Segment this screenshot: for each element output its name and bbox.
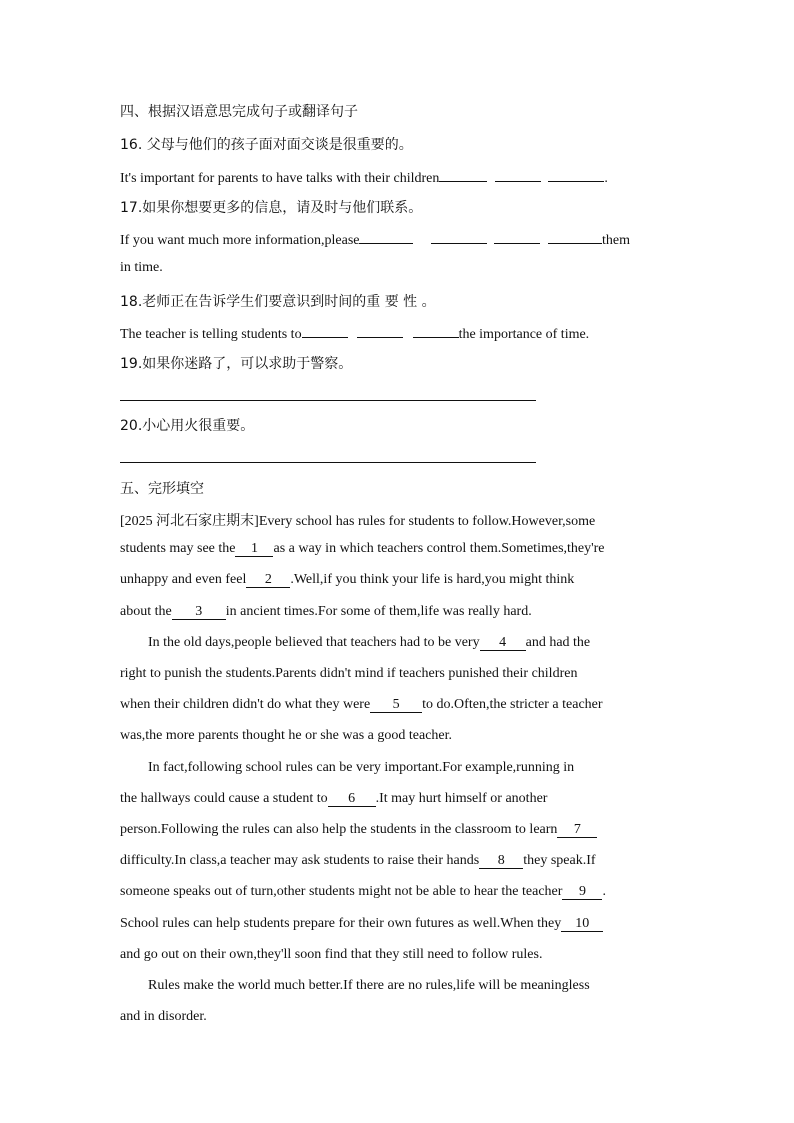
passage-line bbox=[148, 635, 590, 651]
passage-text: and in disorder. bbox=[120, 1009, 207, 1024]
q17-text: If you want much more information,please bbox=[120, 233, 360, 248]
passage-text: unhappy and even feel bbox=[120, 572, 247, 587]
q18-text-end: the importance of time. bbox=[458, 327, 590, 342]
q17-text-end: them bbox=[601, 233, 630, 248]
q16-text: It's important for parents to have talks with their children bbox=[120, 171, 440, 186]
passage-text: In the old days,people believed that teachers had to be very bbox=[148, 635, 480, 650]
passage-text: .Well,if you think your life is hard,you might think bbox=[290, 572, 575, 587]
passage-text: when their children didn't do what they were bbox=[120, 697, 371, 712]
cloze-blank-4[interactable]: 4 bbox=[480, 636, 526, 651]
passage-text: to do.Often,the stricter a teacher bbox=[422, 697, 603, 712]
passage-line bbox=[120, 666, 577, 682]
q18-text: The teacher is telling students to bbox=[120, 327, 302, 342]
passage-line bbox=[120, 822, 597, 838]
passage-text: School rules can help students prepare for their own futures as well.When they bbox=[120, 916, 562, 931]
passage-line bbox=[120, 697, 603, 713]
passage-line bbox=[120, 853, 596, 869]
q16-english bbox=[120, 167, 608, 187]
passage-text: in ancient times.For some of them,life was really hard. bbox=[225, 604, 532, 619]
passage-line bbox=[120, 884, 606, 900]
q20-answer-line[interactable] bbox=[120, 462, 536, 463]
passage-text: person.Following the rules can also help the students in the classroom to learn bbox=[120, 822, 558, 837]
cloze-blank-5[interactable]: 5 bbox=[370, 698, 422, 713]
passage-line bbox=[120, 728, 452, 744]
cloze-blank-6[interactable]: 6 bbox=[328, 792, 376, 807]
passage-text: the hallways could cause a student to bbox=[120, 791, 328, 806]
passage-line bbox=[120, 510, 595, 530]
cloze-blank-1[interactable]: 1 bbox=[235, 542, 273, 557]
passage-text: about the bbox=[120, 604, 172, 619]
blank[interactable] bbox=[548, 167, 604, 182]
q17-english-cont: in time. bbox=[120, 260, 163, 275]
passage-line bbox=[120, 1009, 207, 1025]
passage-text: right to punish the students.Parents didn't mind if teachers punished their children bbox=[120, 666, 578, 681]
passage-text: [2025 河北石家庄期末]Every school has rules for students to follow.However,some bbox=[120, 514, 596, 529]
cloze-blank-7[interactable]: 7 bbox=[557, 823, 597, 838]
passage-text: Rules make the world much better.If there are no rules,life will be meaningless bbox=[148, 978, 590, 993]
q17-chinese: 17.如果你想要更多的信息，请及时与他们联系。 bbox=[120, 200, 423, 216]
q18-english bbox=[120, 323, 589, 343]
passage-text: .It may hurt himself or another bbox=[375, 791, 548, 806]
blank[interactable] bbox=[431, 229, 487, 244]
section-heading-4: 四、根据汉语意思完成句子或翻译句子 bbox=[120, 104, 358, 120]
blank[interactable] bbox=[413, 323, 459, 338]
passage-line bbox=[120, 541, 605, 557]
q18-chinese: 18.老师正在告诉学生们要意识到时间的重 要 性 。 bbox=[120, 294, 436, 310]
passage-line bbox=[120, 916, 603, 932]
q20-chinese: 20.小心用火很重要。 bbox=[120, 418, 255, 434]
blank[interactable] bbox=[357, 323, 403, 338]
cloze-blank-10[interactable]: 10 bbox=[561, 917, 603, 932]
passage-text: they speak.If bbox=[523, 853, 596, 868]
blank[interactable] bbox=[494, 229, 540, 244]
cloze-blank-2[interactable]: 2 bbox=[246, 573, 290, 588]
passage-line bbox=[148, 978, 590, 994]
passage-text: students may see the bbox=[120, 541, 236, 556]
passage-text: and go out on their own,they'll soon find that they still need to follow rules. bbox=[120, 947, 543, 962]
blank[interactable] bbox=[495, 167, 541, 182]
passage-line bbox=[120, 572, 574, 588]
blank[interactable] bbox=[439, 167, 487, 182]
passage-text: . bbox=[602, 884, 606, 899]
q17-english bbox=[120, 229, 630, 249]
passage-line bbox=[120, 604, 532, 620]
blank[interactable] bbox=[359, 229, 413, 244]
passage-text: and had the bbox=[525, 635, 591, 650]
blank[interactable] bbox=[302, 323, 348, 338]
blank[interactable] bbox=[548, 229, 602, 244]
passage-line bbox=[120, 791, 547, 807]
q19-answer-line[interactable] bbox=[120, 400, 536, 401]
passage-line bbox=[148, 760, 574, 776]
q16-chinese: 16. 父母与他们的孩子面对面交谈是很重要的。 bbox=[120, 137, 413, 153]
q16-end: . bbox=[604, 171, 608, 186]
passage-text: someone speaks out of turn,other students might not be able to hear the teacher bbox=[120, 884, 563, 899]
passage-text: difficulty.In class,a teacher may ask students to raise their hands bbox=[120, 853, 480, 868]
cloze-blank-9[interactable]: 9 bbox=[562, 885, 602, 900]
section-heading-5: 五、完形填空 bbox=[120, 481, 204, 497]
passage-text: as a way in which teachers control them.Sometimes,they're bbox=[273, 541, 605, 556]
cloze-blank-3[interactable]: 3 bbox=[172, 605, 226, 620]
passage-text: was,the more parents thought he or she was a good teacher. bbox=[120, 728, 453, 743]
q19-chinese: 19.如果你迷路了，可以求助于警察。 bbox=[120, 356, 353, 372]
cloze-blank-8[interactable]: 8 bbox=[479, 854, 523, 869]
passage-text: In fact,following school rules can be very important.For example,running in bbox=[148, 760, 575, 775]
passage-line bbox=[120, 947, 542, 963]
